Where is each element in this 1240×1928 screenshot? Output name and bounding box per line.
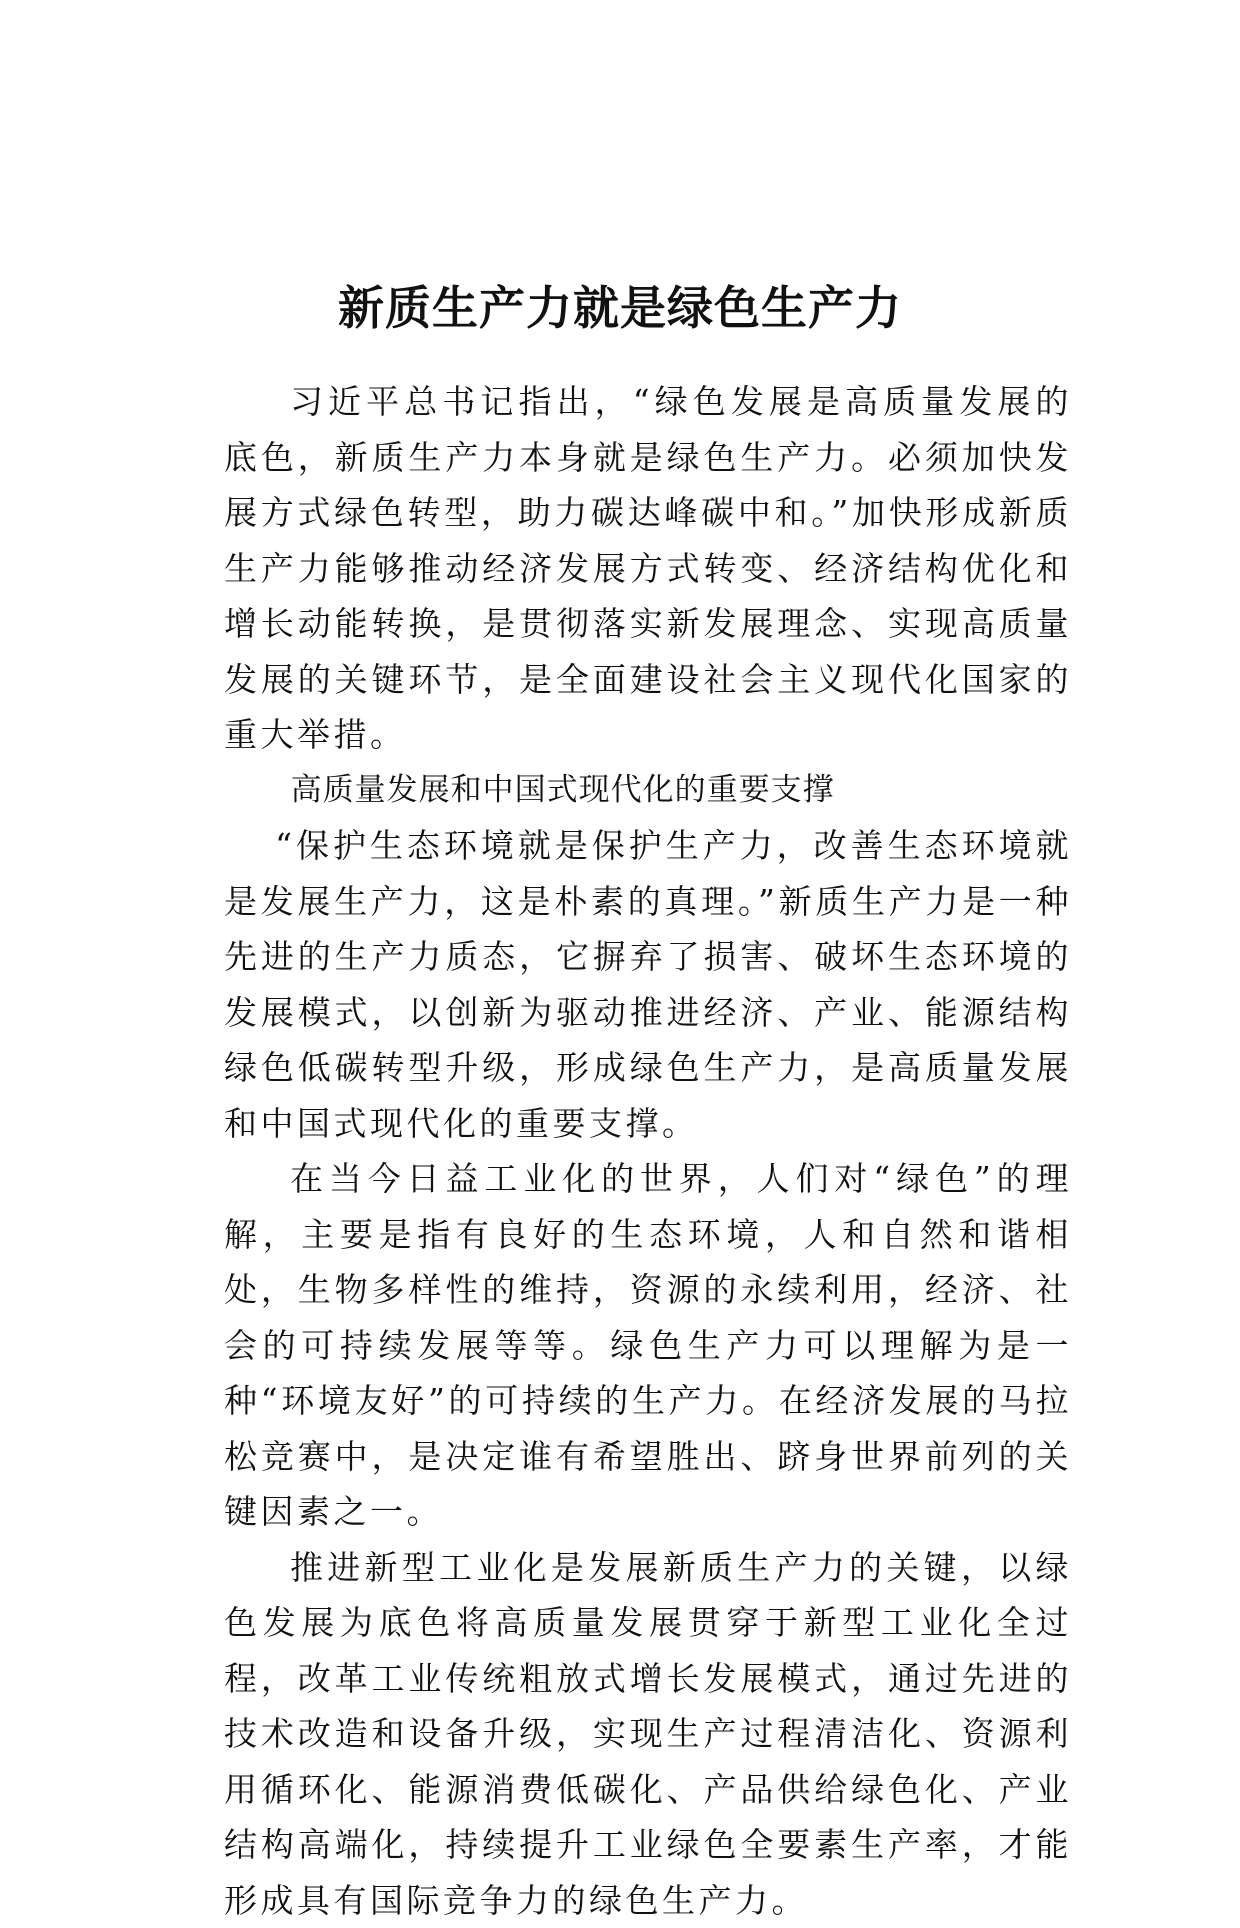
paragraph-ecology: “保护生态环境就是保护生产力，改善生态环境就是发展生产力，这是朴素的真理。”新质生产力是一种先进的生产力质态，它摒弃了损害、破坏生态环境的发展模式，以创新为驱动推进经济、产业、能源结构绿色低碳转型升级，形成绿色生产力，是高质量发展和中国式现代化的重要支撑。 (224, 818, 1072, 1151)
document-body (224, 374, 1072, 1928)
document-title: 新质生产力就是绿色生产力 (0, 281, 1240, 336)
section-heading: 高质量发展和中国式现代化的重要支撑 (224, 763, 1072, 819)
paragraph-green-meaning: 在当今日益工业化的世界，人们对“绿色”的理解，主要是指有良好的生态环境，人和自然和谐相处，生物多样性的维持，资源的永续利用，经济、社会的可持续发展等等。绿色生产力可以理解为是一种“环境友好”的可持续的生产力。在经济发展的马拉松竞赛中，是决定谁有希望胜出、跻身世界前列的关键因素之一。 (224, 1151, 1072, 1540)
paragraph-industrialization: 推进新型工业化是发展新质生产力的关键，以绿色发展为底色将高质量发展贯穿于新型工业化全过程，改革工业传统粗放式增长发展模式，通过先进的技术改造和设备升级，实现生产过程清洁化、资源利用循环化、能源消费低碳化、产品供给绿色化、产业结构高端化，持续提升工业绿色全要素生产率，才能形成具有国际竞争力的绿色生产力。 (224, 1540, 1072, 1928)
paragraph-intro: 习近平总书记指出，“绿色发展是高质量发展的底色，新质生产力本身就是绿色生产力。必须加快发展方式绿色转型，助力碳达峰碳中和。”加快形成新质生产力能够推动经济发展方式转变、经济结构优化和增长动能转换，是贯彻落实新发展理念、实现高质量发展的关键环节，是全面建设社会主义现代化国家的重大举措。 (224, 374, 1072, 763)
